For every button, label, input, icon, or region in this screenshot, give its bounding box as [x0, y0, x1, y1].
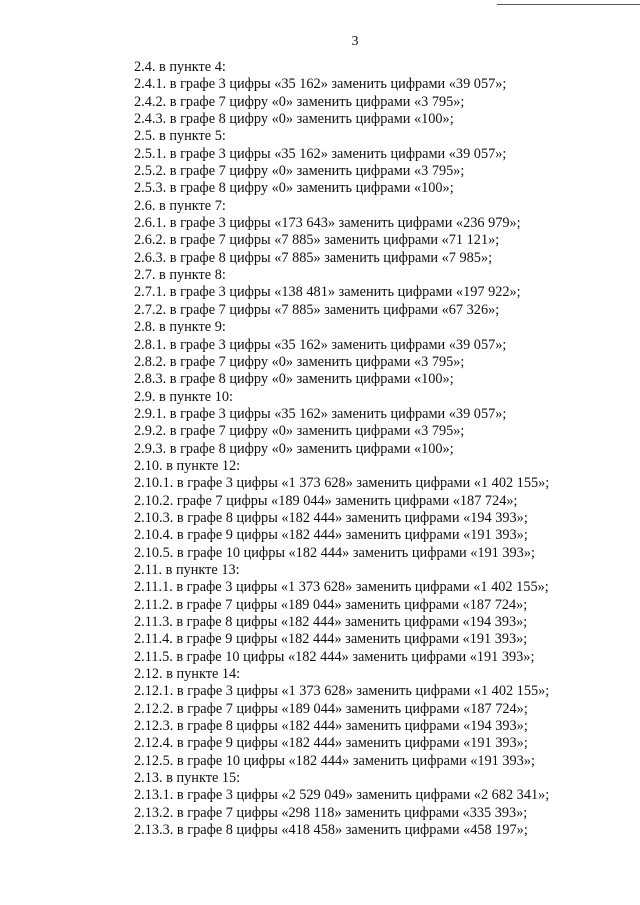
document-line: 2.10.3. в графе 8 цифры «182 444» заменить цифрами «194 393»;: [134, 509, 528, 526]
document-line: 2.11. в пункте 13:: [134, 561, 240, 578]
document-line: 2.6.2. в графе 7 цифры «7 885» заменить цифрами «71 121»;: [134, 232, 500, 249]
document-line: 2.4.3. в графе 8 цифру «0» заменить цифрами «100»;: [134, 111, 454, 128]
document-line: 2.6.1. в графе 3 цифры «173 643» заменить цифрами «236 979»;: [134, 215, 521, 232]
document-line: 2.13.2. в графе 7 цифры «298 118» заменить цифрами «335 393»;: [134, 804, 528, 821]
top-rule: [497, 4, 640, 5]
document-line: 2.5.3. в графе 8 цифру «0» заменить цифрами «100»;: [134, 180, 454, 197]
document-line: 2.8.3. в графе 8 цифру «0» заменить цифрами «100»;: [134, 371, 454, 388]
document-line: 2.5.2. в графе 7 цифру «0» заменить цифрами «3 795»;: [134, 163, 465, 180]
document-line: 2.13. в пункте 15:: [134, 770, 241, 787]
document-line: 2.8. в пункте 9:: [134, 319, 226, 336]
document-line: 2.4.2. в графе 7 цифру «0» заменить цифрами «3 795»;: [134, 93, 465, 110]
document-line: 2.6. в пункте 7:: [134, 197, 226, 214]
document-line: 2.12.2. в графе 7 цифры «189 044» заменить цифрами «187 724»;: [134, 700, 528, 717]
document-line: 2.6.3. в графе 8 цифры «7 885» заменить цифрами «7 985»;: [134, 249, 493, 266]
document-line: 2.9.1. в графе 3 цифры «35 162» заменить цифрами «39 057»;: [134, 405, 507, 422]
document-line: 2.9. в пункте 10:: [134, 388, 233, 405]
document-line: 2.12. в пункте 14:: [134, 666, 241, 683]
document-line: 2.11.2. в графе 7 цифры «189 044» заменить цифрами «187 724»;: [134, 596, 528, 613]
document-line: 2.10.5. в графе 10 цифры «182 444» заменить цифрами «191 393»;: [134, 544, 535, 561]
document-line: 2.10. в пункте 12:: [134, 457, 241, 474]
document-line: 2.10.4. в графе 9 цифры «182 444» заменить цифрами «191 393»;: [134, 527, 528, 544]
document-line: 2.12.5. в графе 10 цифры «182 444» заменить цифрами «191 393»;: [134, 752, 535, 769]
document-line: 2.4. в пункте 4:: [134, 59, 226, 75]
document-line: 2.5. в пункте 5:: [134, 128, 226, 145]
document-line: 2.9.2. в графе 7 цифру «0» заменить цифрами «3 795»;: [134, 423, 465, 440]
document-line: 2.12.4. в графе 9 цифры «182 444» заменить цифрами «191 393»;: [134, 735, 528, 752]
document-line: 2.10.1. в графе 3 цифры «1 373 628» заменить цифрами «1 402 155»;: [134, 475, 550, 492]
document-line: 2.11.4. в графе 9 цифры «182 444» заменить цифрами «191 393»;: [134, 631, 528, 648]
document-line: 2.10.2. графе 7 цифры «189 044» заменить цифрами «187 724»;: [134, 492, 518, 509]
document-line: 2.7.1. в графе 3 цифры «138 481» заменить цифрами «197 922»;: [134, 284, 521, 301]
document-line: 2.13.1. в графе 3 цифры «2 529 049» заменить цифрами «2 682 341»;: [134, 787, 550, 804]
document-line: 2.8.1. в графе 3 цифры «35 162» заменить цифрами «39 057»;: [134, 336, 507, 353]
document-line: 2.7. в пункте 8:: [134, 267, 226, 284]
document-line: 2.5.1. в графе 3 цифры «35 162» заменить цифрами «39 057»;: [134, 145, 507, 162]
document-line: 2.11.3. в графе 8 цифры «182 444» заменить цифрами «194 393»;: [134, 614, 528, 630]
document-line: 2.13.3. в графе 8 цифры «418 458» заменить цифрами «458 197»;: [134, 822, 528, 839]
document-line: 2.11.1. в графе 3 цифры «1 373 628» заменить цифрами «1 402 155»;: [134, 579, 549, 596]
page-number: 3: [351, 34, 359, 49]
document-line: 2.12.3. в графе 8 цифры «182 444» заменить цифрами «194 393»;: [134, 718, 528, 735]
document-line: 2.7.2. в графе 7 цифры «7 885» заменить цифрами «67 326»;: [134, 301, 500, 318]
document-body: [134, 59, 634, 839]
document-line: 2.9.3. в графе 8 цифру «0» заменить цифрами «100»;: [134, 440, 454, 457]
document-line: 2.4.1. в графе 3 цифры «35 162» заменить цифрами «39 057»;: [134, 76, 507, 93]
document-line: 2.11.5. в графе 10 цифры «182 444» заменить цифрами «191 393»;: [134, 648, 535, 665]
document-line: 2.8.2. в графе 7 цифру «0» заменить цифрами «3 795»;: [134, 353, 465, 370]
document-line: 2.12.1. в графе 3 цифры «1 373 628» заменить цифрами «1 402 155»;: [134, 683, 550, 700]
